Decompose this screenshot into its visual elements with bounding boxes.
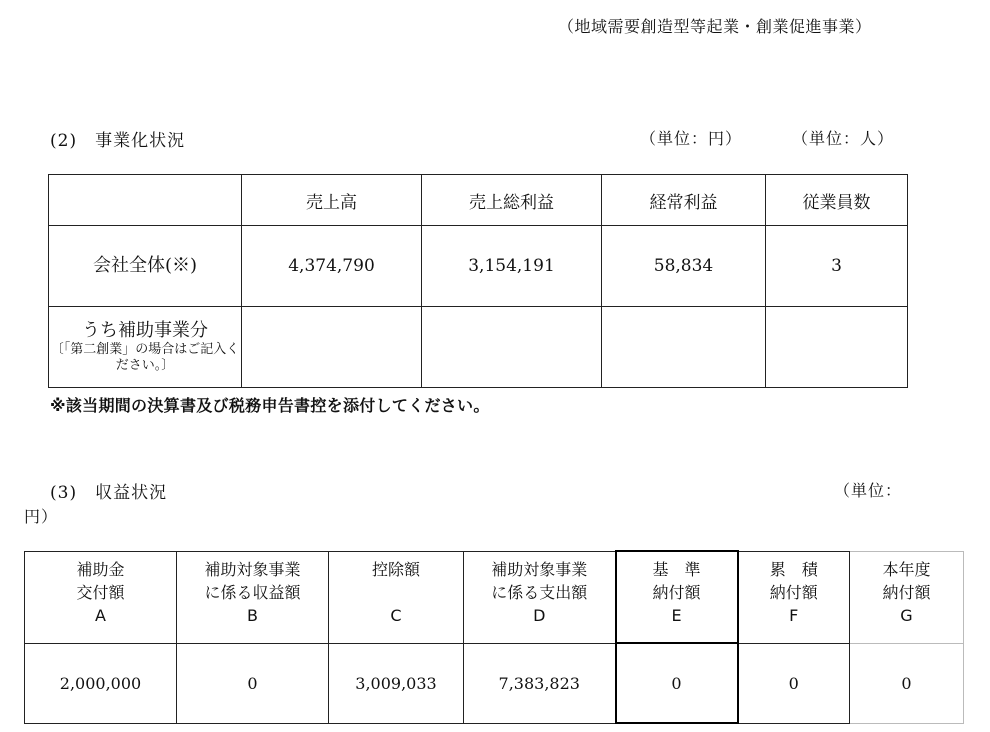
section-3-title: (3) 収益状況 [50,483,168,503]
attachment-note: ※該当期間の決算書及び税務申告書控を添付してください。 [50,396,490,415]
value-sales-subsidy [242,307,422,388]
row-label-subsidy-portion: うち補助事業分 〔「第二創業」の場合はご記入ください。〕 [49,307,242,388]
business-status-table [48,174,908,388]
table-header-row [49,175,908,226]
table-row [49,307,908,388]
value-f: 0 [738,643,850,723]
header-standard-payment: 基 準 納付額 E [616,551,738,643]
header-expense-amount: 補助対象事業 に係る支出額 D [464,551,616,643]
unit-yen-label: （単位：円） [640,129,743,148]
table-row [49,226,908,307]
header-current-year-payment: 本年度 納付額 G [850,551,964,643]
value-employees: 3 [766,226,908,307]
unit-label-part2: 円） [24,507,59,526]
header-subsidy-amount: 補助金 交付額 A [25,551,177,643]
value-gross-profit: 3,154,191 [422,226,602,307]
value-g: 0 [850,643,964,723]
header-employees: 従業員数 [766,175,908,226]
table-row [25,643,964,723]
value-e: 0 [616,643,738,723]
value-b: 0 [177,643,329,723]
program-label: （地域需要創造型等起業・創業促進事業） [558,17,872,36]
value-ordinary-profit: 58,834 [602,226,766,307]
section-2-title: (2) 事業化状況 [50,131,186,151]
header-ordinary-profit: 経常利益 [602,175,766,226]
value-a: 2,000,000 [25,643,177,723]
revenue-status-table [24,550,964,724]
value-gross-profit-subsidy [422,307,602,388]
value-employees-subsidy [766,307,908,388]
header-cumulative-payment: 累 積 納付額 F [738,551,850,643]
header-cell-empty [49,175,242,226]
value-c: 3,009,033 [329,643,464,723]
header-gross-profit: 売上総利益 [422,175,602,226]
unit-label-part1: （単位： [834,481,903,500]
header-sales: 売上高 [242,175,422,226]
table-header-row [25,551,964,643]
row-label-company-total: 会社全体(※) [49,226,242,307]
unit-person-label: （単位：人） [792,129,895,148]
header-revenue-amount: 補助対象事業 に係る収益額 B [177,551,329,643]
value-sales: 4,374,790 [242,226,422,307]
value-d: 7,383,823 [464,643,616,723]
header-deduction: 控除額 C [329,551,464,643]
value-ordinary-profit-subsidy [602,307,766,388]
